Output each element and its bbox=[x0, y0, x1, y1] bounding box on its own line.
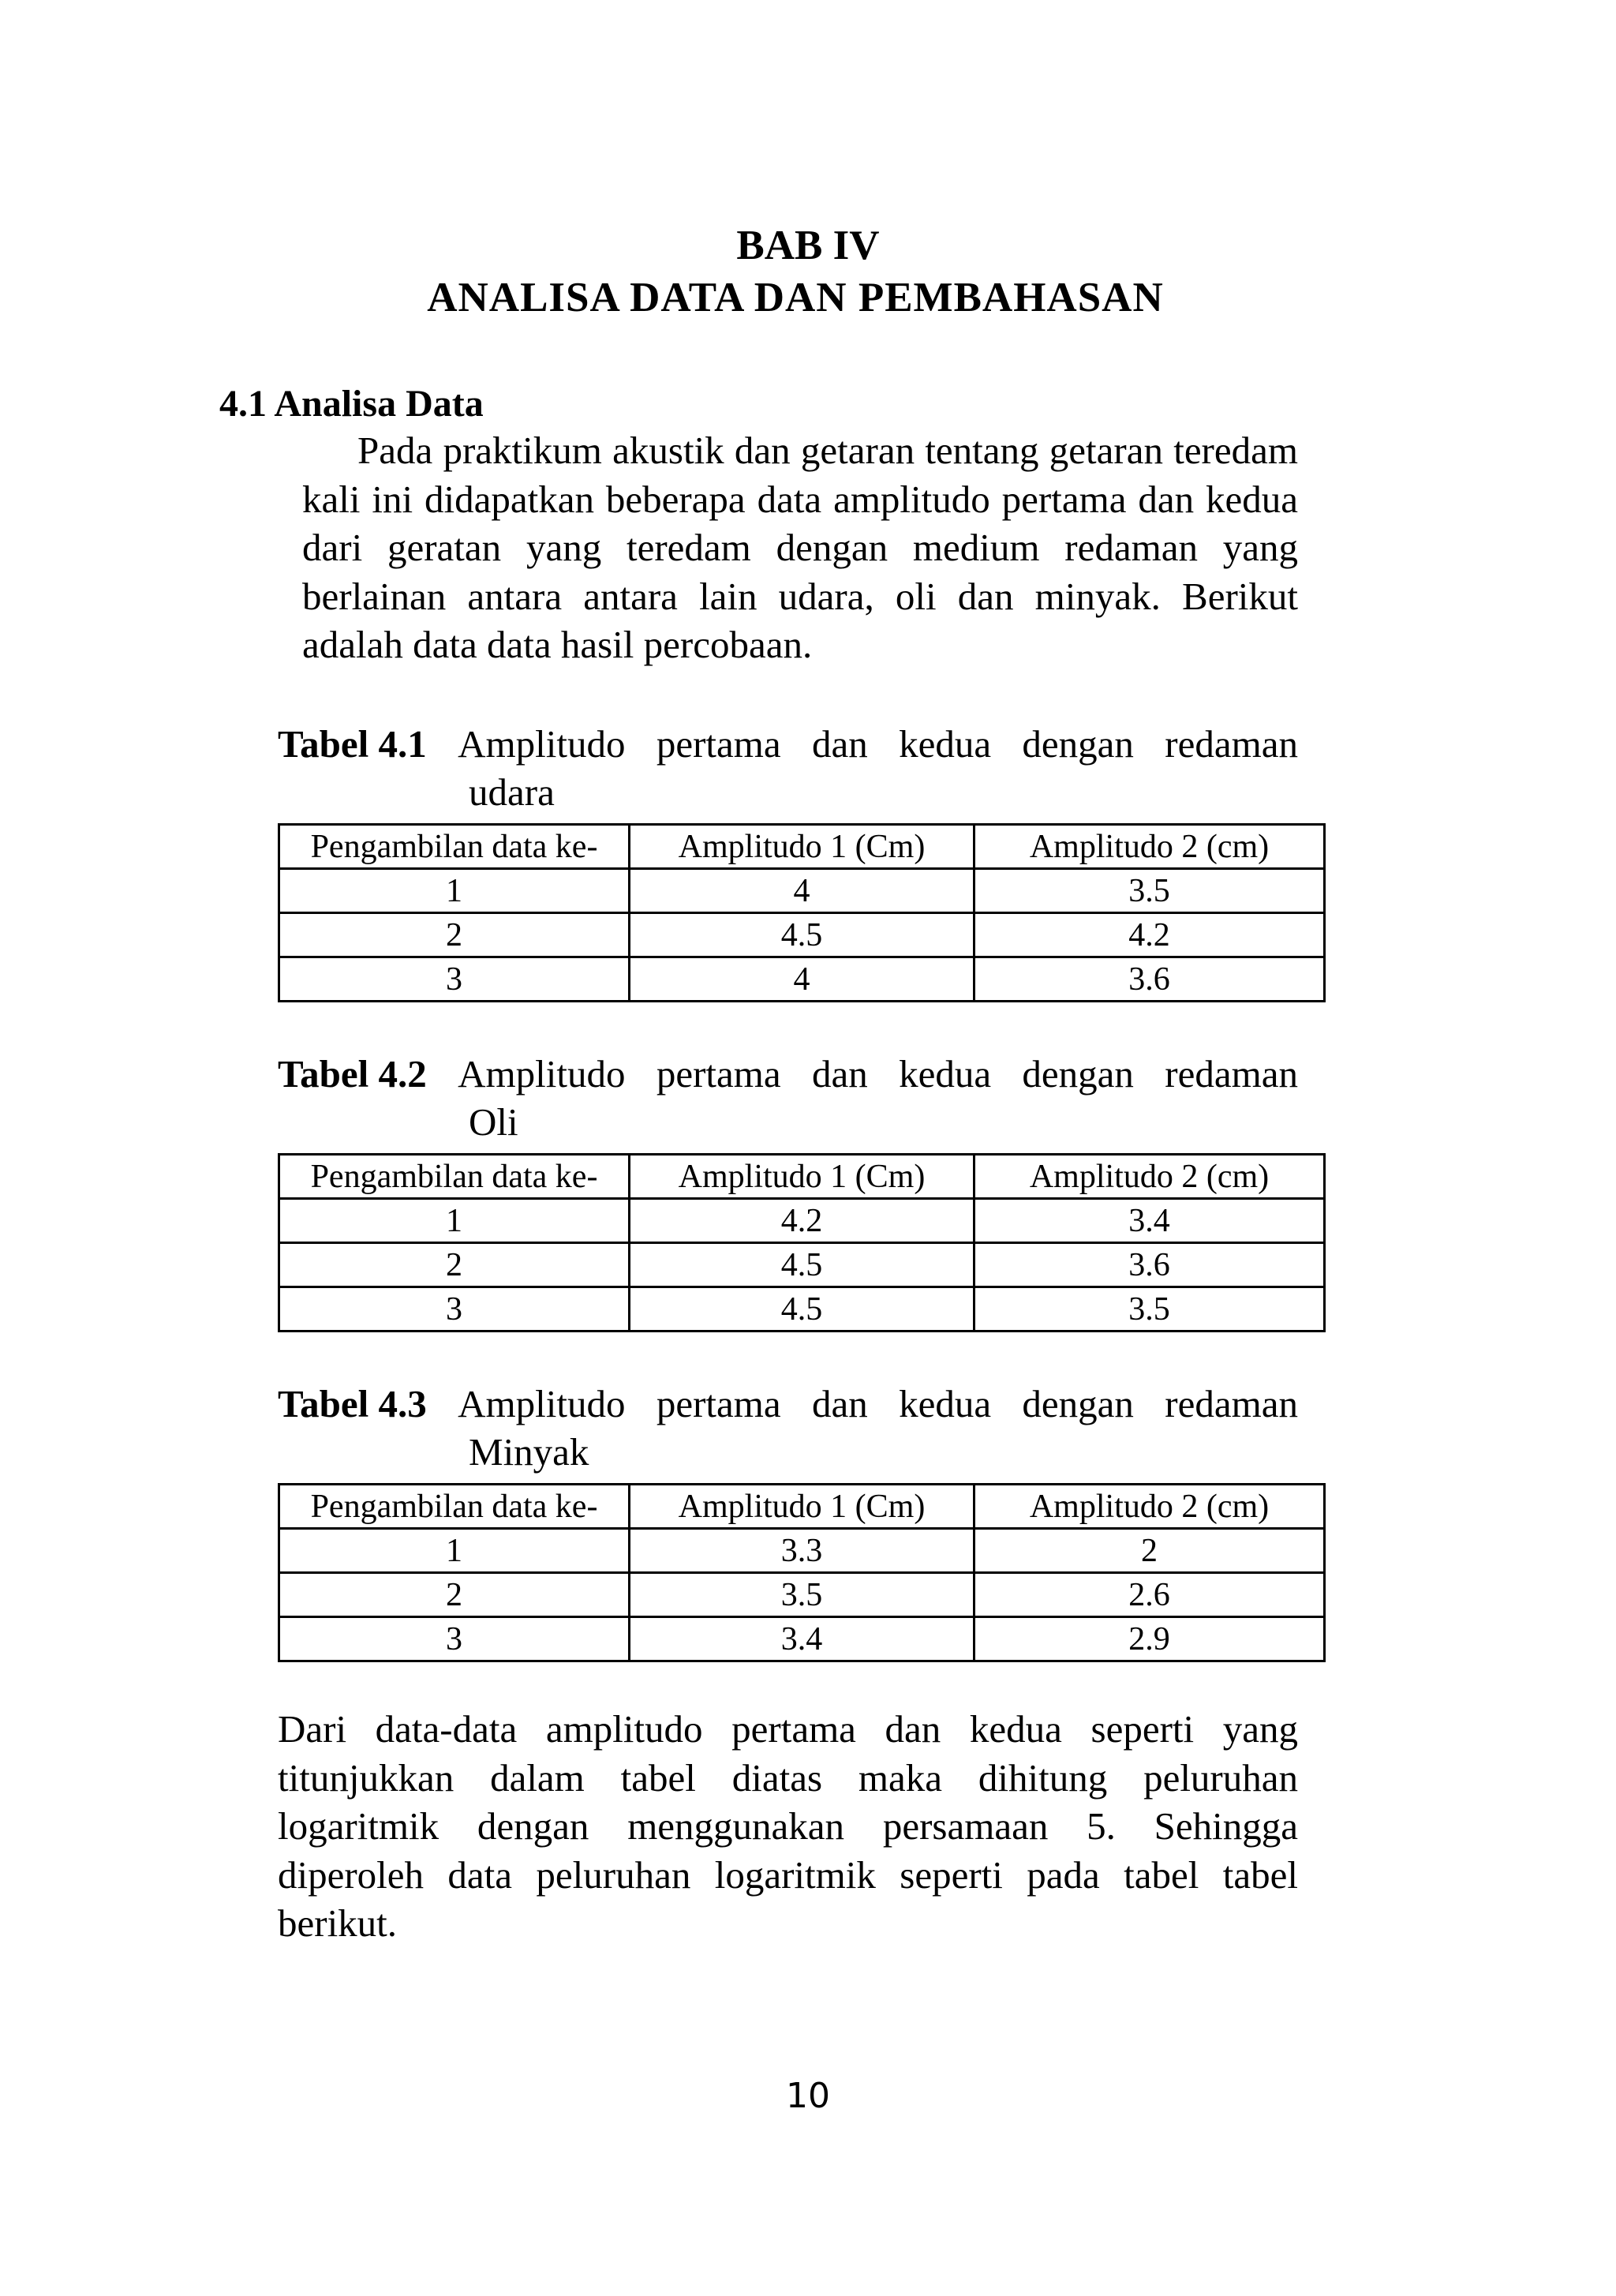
caption-word: Amplitudo bbox=[458, 1052, 626, 1096]
caption-word: dengan bbox=[1022, 1052, 1134, 1096]
table-cell: 4.2 bbox=[974, 913, 1325, 957]
table-caption bbox=[278, 1050, 1298, 1146]
closing-paragraph: Dari data-data amplitudo pertama dan kedua seperti yang titunjukkan dalam tabel diatas maka dihitung peluruhan logaritmik dengan menggunakan persamaan 5. Sehingga diperoleh data peluruhan logaritmik seperti pada tabel tabel berikut. bbox=[278, 1707, 1298, 1945]
caption-word: Amplitudo bbox=[458, 722, 626, 766]
table-cell: 3 bbox=[279, 1287, 630, 1332]
table-header-row bbox=[279, 1155, 1325, 1199]
table-row bbox=[279, 869, 1325, 913]
table-cell: 2 bbox=[974, 1529, 1325, 1573]
table-cell: 4.2 bbox=[630, 1199, 974, 1243]
table-label: Tabel 4.2 bbox=[278, 1052, 427, 1096]
caption-word: dengan bbox=[1022, 722, 1134, 766]
table-cell: 3.4 bbox=[630, 1617, 974, 1661]
chapter-title: ANALISA DATA DAN PEMBAHASAN bbox=[427, 275, 1164, 320]
chapter-number: BAB IV bbox=[736, 223, 880, 268]
table-cell: 3.4 bbox=[974, 1199, 1325, 1243]
caption-word: kedua bbox=[899, 1382, 992, 1425]
caption-word: Amplitudo bbox=[458, 1382, 626, 1425]
table-cell: 4 bbox=[630, 869, 974, 913]
table-row bbox=[279, 1617, 1325, 1661]
table-cell: 2.6 bbox=[974, 1573, 1325, 1617]
caption-word: redaman bbox=[1165, 722, 1298, 766]
table-row bbox=[279, 1199, 1325, 1243]
table-cell: 2 bbox=[279, 1573, 630, 1617]
table-cell: 3.6 bbox=[974, 1243, 1325, 1287]
table-cell: 3.5 bbox=[974, 869, 1325, 913]
caption-word: kedua bbox=[899, 1052, 992, 1096]
table-row bbox=[279, 1243, 1325, 1287]
caption-word: pertama bbox=[656, 1382, 781, 1425]
page-number: 10 bbox=[786, 2076, 830, 2116]
header-cell: Amplitudo 2 (cm) bbox=[974, 825, 1325, 869]
table-label: Tabel 4.3 bbox=[278, 1382, 427, 1425]
table-cell: 1 bbox=[279, 1529, 630, 1573]
table-row bbox=[279, 1529, 1325, 1573]
table-cell: 3.5 bbox=[974, 1287, 1325, 1332]
header-cell: Pengambilan data ke- bbox=[279, 1155, 630, 1199]
header-cell: Pengambilan data ke- bbox=[279, 1485, 630, 1529]
table-row bbox=[279, 957, 1325, 1002]
table-cell: 1 bbox=[279, 1199, 630, 1243]
caption-word: pertama bbox=[656, 1052, 781, 1096]
caption-word: redaman bbox=[1165, 1052, 1298, 1096]
table-cell: 3 bbox=[279, 1617, 630, 1661]
table-header-row bbox=[279, 1485, 1325, 1529]
intro-paragraph: Pada praktikum akustik dan getaran tentang getaran teredam kali ini didapatkan beberapa data amplitudo pertama dan kedua dari geratan yang teredam dengan medium redaman yang berlainan antara antara lain udara, oli dan minyak. Berikut adalah data data hasil percobaan. bbox=[302, 429, 1298, 666]
caption-continuation: Oli bbox=[469, 1100, 518, 1144]
table-label: Tabel 4.1 bbox=[278, 722, 427, 766]
caption-word: redaman bbox=[1165, 1382, 1298, 1425]
caption-word: dan bbox=[811, 1382, 868, 1425]
table-cell: 4.5 bbox=[630, 1287, 974, 1332]
table-cell: 3.6 bbox=[974, 957, 1325, 1002]
table-cell: 3.3 bbox=[630, 1529, 974, 1573]
table-row bbox=[279, 913, 1325, 957]
header-cell: Amplitudo 1 (Cm) bbox=[630, 1485, 974, 1529]
table-caption bbox=[278, 720, 1298, 816]
section-heading: 4.1 Analisa Data bbox=[219, 383, 484, 425]
table-cell: 4 bbox=[630, 957, 974, 1002]
table-caption bbox=[278, 1380, 1298, 1476]
caption-continuation: Minyak bbox=[469, 1430, 589, 1474]
table-header-row bbox=[279, 825, 1325, 869]
header-cell: Amplitudo 1 (Cm) bbox=[630, 825, 974, 869]
caption-word: pertama bbox=[656, 722, 781, 766]
data-table bbox=[278, 1153, 1326, 1332]
chapter-heading bbox=[0, 219, 1616, 324]
table-cell: 3 bbox=[279, 957, 630, 1002]
caption-word: dengan bbox=[1022, 1382, 1134, 1425]
table-row bbox=[279, 1573, 1325, 1617]
table-cell: 2 bbox=[279, 913, 630, 957]
header-cell: Pengambilan data ke- bbox=[279, 825, 630, 869]
table-row bbox=[279, 1287, 1325, 1332]
caption-word: dan bbox=[811, 722, 868, 766]
data-table bbox=[278, 823, 1326, 1002]
table-cell: 3.5 bbox=[630, 1573, 974, 1617]
table-cell: 1 bbox=[279, 869, 630, 913]
table-cell: 4.5 bbox=[630, 1243, 974, 1287]
caption-continuation: udara bbox=[469, 770, 555, 814]
table-cell: 2 bbox=[279, 1243, 630, 1287]
caption-word: dan bbox=[811, 1052, 868, 1096]
data-table bbox=[278, 1483, 1326, 1662]
header-cell: Amplitudo 2 (cm) bbox=[974, 1485, 1325, 1529]
caption-word: kedua bbox=[899, 722, 992, 766]
header-cell: Amplitudo 2 (cm) bbox=[974, 1155, 1325, 1199]
table-cell: 2.9 bbox=[974, 1617, 1325, 1661]
header-cell: Amplitudo 1 (Cm) bbox=[630, 1155, 974, 1199]
table-cell: 4.5 bbox=[630, 913, 974, 957]
